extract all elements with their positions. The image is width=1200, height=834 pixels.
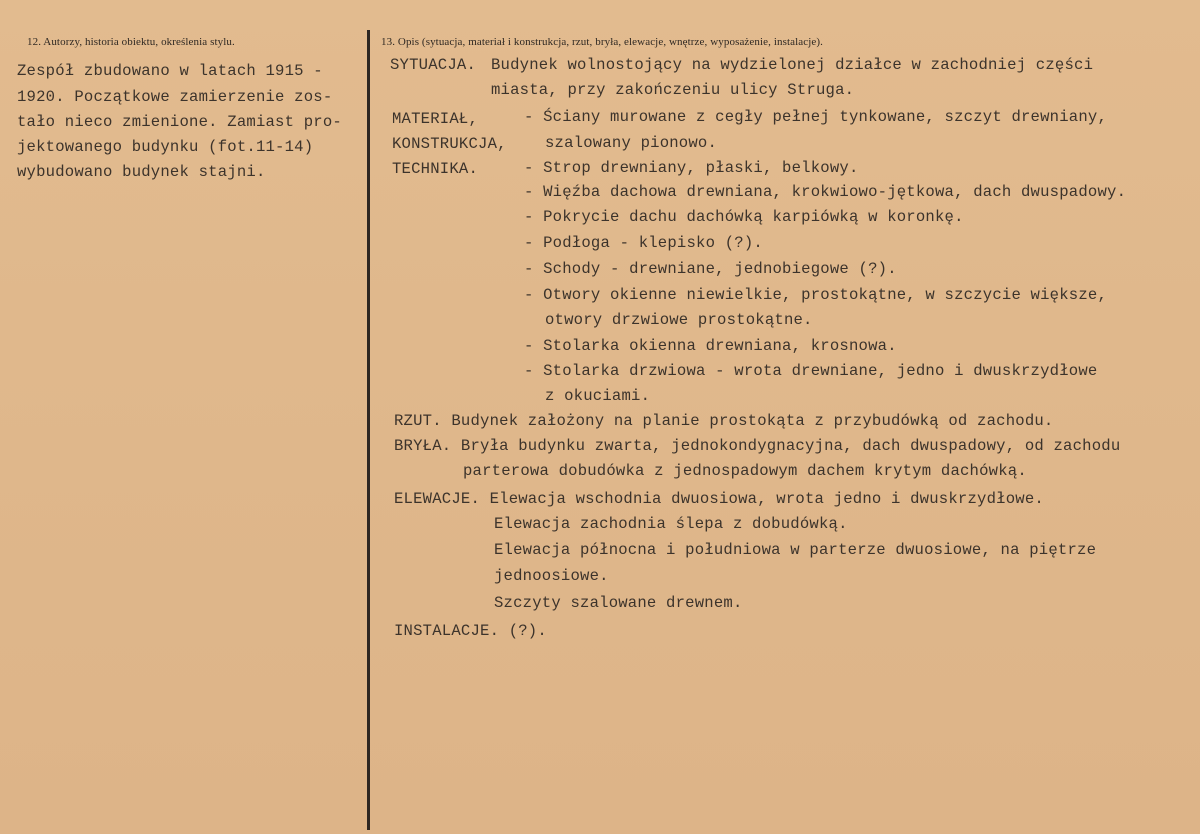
konstrukcja-label: KONSTRUKCJA, xyxy=(392,135,507,153)
elewacje-line: Elewacja zachodnia ślepa z dobudówką. xyxy=(494,515,848,533)
material-item: z okuciami. xyxy=(545,387,651,405)
history-line: wybudowano budynek stajni. xyxy=(17,163,266,181)
elewacje-line: Szczyty szalowane drewnem. xyxy=(494,594,743,612)
material-item: - Strop drewniany, płaski, belkowy. xyxy=(524,159,859,177)
material-item: - Pokrycie dachu dachówką karpiówką w koronkę. xyxy=(524,208,964,226)
material-item: - Ściany murowane z cegły pełnej tynkowane, szczyt drewniany, xyxy=(524,108,1108,126)
material-item: otwory drzwiowe prostokątne. xyxy=(545,311,813,329)
bryla-line: BRYŁA. Bryła budynku zwarta, jednokondygnacyjna, dach dwuspadowy, od zachodu xyxy=(394,437,1121,455)
sytuacja-text: Budynek wolnostojący na wydzielonej działce w zachodniej części xyxy=(491,56,1094,74)
material-item: - Otwory okienne niewielkie, prostokątne, w szczycie większe, xyxy=(524,286,1108,304)
history-line: tało nieco zmienione. Zamiast pro- xyxy=(17,113,342,131)
elewacje-line: Elewacja północna i południowa w parterze dwuosiowe, na piętrze xyxy=(494,541,1097,559)
material-item: szalowany pionowo. xyxy=(545,134,718,152)
section-12-header: 12. Autorzy, historia obiektu, określenia stylu. xyxy=(27,36,235,48)
material-item: - Stolarka drzwiowa - wrota drewniane, jedno i dwuskrzydłowe xyxy=(524,362,1098,380)
material-item: - Stolarka okienna drewniana, krosnowa. xyxy=(524,337,897,355)
rzut-line: RZUT. Budynek założony na planie prostokąta z przybudówką od zachodu. xyxy=(394,412,1054,430)
material-item: - Więźba dachowa drewniana, krokwiowo-jętkowa, dach dwuspadowy. xyxy=(524,183,1127,201)
elewacje-line: jednoosiowe. xyxy=(494,567,609,585)
instalacje-line: INSTALACJE. (?). xyxy=(394,622,547,640)
history-line: Zespół zbudowano w latach 1915 - xyxy=(17,62,323,80)
material-label: MATERIAŁ, xyxy=(392,110,479,128)
history-line: 1920. Początkowe zamierzenie zos- xyxy=(17,88,333,106)
elewacje-line: ELEWACJE. Elewacja wschodnia dwuosiowa, wrota jedno i dwuskrzydłowe. xyxy=(394,490,1044,508)
technika-label: TECHNIKA. xyxy=(392,160,479,178)
column-divider xyxy=(367,30,370,830)
bryla-line: parterowa dobudówka z jednospadowym dachem krytym dachówką. xyxy=(463,462,1027,480)
material-item: - Podłoga - klepisko (?). xyxy=(524,234,763,252)
sytuacja-label: SYTUACJA. xyxy=(390,56,477,74)
section-13-header: 13. Opis (sytuacja, materiał i konstrukcja, rzut, bryła, elewacje, wnętrze, wyposażenie, instalacje). xyxy=(381,36,823,48)
sytuacja-text: miasta, przy zakończeniu ulicy Struga. xyxy=(491,81,855,99)
history-line: jektowanego budynku (fot.11-14) xyxy=(17,138,314,156)
material-item: - Schody - drewniane, jednobiegowe (?). xyxy=(524,260,897,278)
